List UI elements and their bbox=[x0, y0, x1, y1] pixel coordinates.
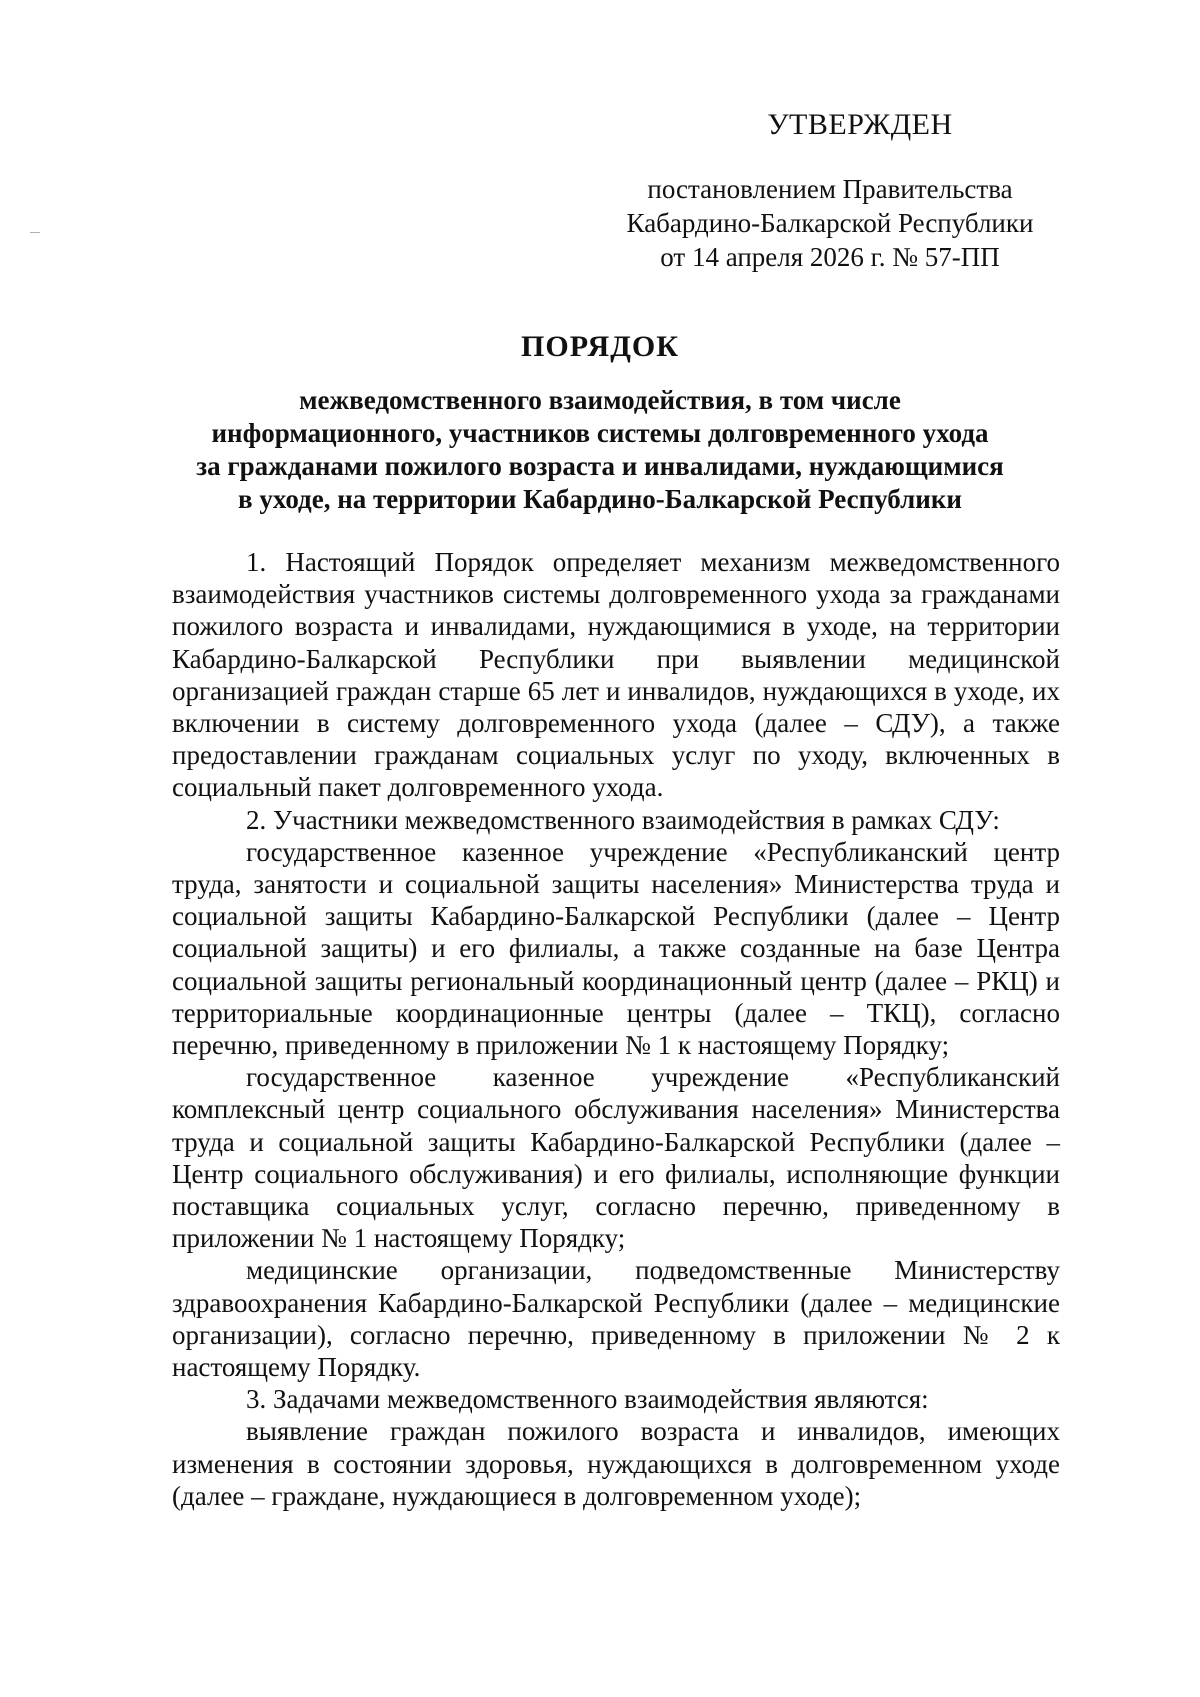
decree-line: от 14 апреля 2026 г. № 57-ПП bbox=[660, 242, 1000, 272]
decree-line: Кабардино-Балкарской Республики bbox=[626, 208, 1034, 238]
decree-reference bbox=[600, 172, 1060, 274]
subtitle-line: межведомственного взаимодействия, в том числе bbox=[299, 385, 901, 415]
subtitle-line: информационного, участников системы долговременного ухода bbox=[211, 418, 989, 448]
paragraph-1: 1. Настоящий Порядок определяет механизм межведомственного взаимодействия участников системы долговременного ухода за гражданами пожилого возраста и инвалидами, нуждающимися в уходе, на территории Кабардино-Балкарской Республики при выявлении медицинской организацией граждан старше 65 лет и инвалидов, нуждающихся в уходе, их включении в систему долговременного ухода (далее – СДУ), а также предоставлении гражданам социальных услуг по уходу, включенных в социальный пакет долговременного ухода. bbox=[172, 547, 1060, 803]
document-title-block bbox=[130, 330, 1070, 516]
paragraph-2: 2. Участники межведомственного взаимодействия в рамках СДУ: bbox=[246, 804, 1000, 835]
paragraph-participant-social-service: государственное казенное учреждение «Республиканский комплексный центр социального обслуживания населения» Министерства труда и социальной защиты Кабардино-Балкарской Республики (далее – Центр социального обслуживания) и его филиалы, исполняющие функции поставщика социальных услуг, согласно перечню, приведенному в приложении № 1 настоящему Порядку; bbox=[172, 1062, 1060, 1254]
document-title: ПОРЯДОК bbox=[521, 330, 679, 363]
paragraph-3: 3. Задачами межведомственного взаимодействия являются: bbox=[246, 1384, 929, 1415]
paragraph-participant-social-protection: государственное казенное учреждение «Республиканский центр труда, занятости и социальной защиты населения» Министерства труда и социальной защиты Кабардино-Балкарской Республики (далее – Центр социальной защиты) и его филиалы, а также созданные на базе Центра социальной защиты региональный координационный центр (далее – РКЦ) и территориальные координационные центры (далее – ТКЦ), согласно перечню, приведенному в приложении № 1 к настоящему Порядку; bbox=[172, 836, 1060, 1061]
subtitle-line: в уходе, на территории Кабардино-Балкарской Республики bbox=[238, 484, 962, 514]
subtitle-line: за гражданами пожилого возраста и инвалидами, нуждающимися bbox=[196, 451, 1004, 481]
approval-stamp-block bbox=[600, 108, 1060, 274]
paragraph-participant-medical: медицинские организации, подведомственные Министерству здравоохранения Кабардино-Балкарской Республики (далее – медицинские организации), согласно перечню, приведенному в приложении № 2 к настоящему Порядку. bbox=[172, 1255, 1060, 1383]
approval-title: УТВЕРЖДЕН bbox=[767, 108, 953, 141]
paragraph-task-identification: выявление граждан пожилого возраста и инвалидов, имеющих изменения в состоянии здоровья, нуждающихся в долговременном уходе (далее – граждане, нуждающиеся в долговременном уходе); bbox=[172, 1416, 1060, 1511]
decree-line: постановлением Правительства bbox=[647, 174, 1013, 204]
document-body bbox=[172, 546, 1060, 1512]
document-subtitle bbox=[130, 384, 1070, 516]
scan-margin-mark bbox=[30, 232, 40, 233]
